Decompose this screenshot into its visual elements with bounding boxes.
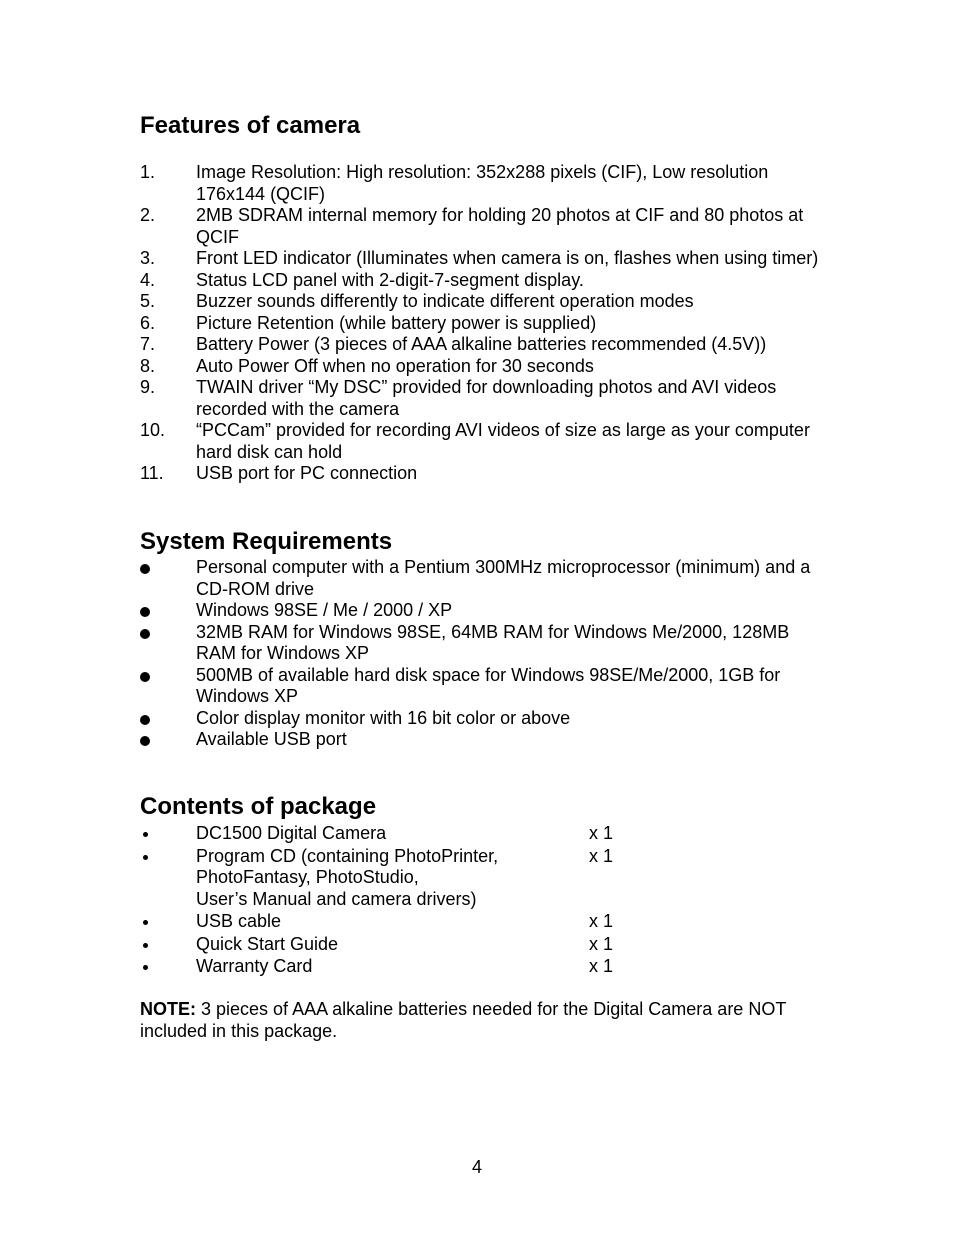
item-number: 7. <box>140 334 156 354</box>
item-number: 5. <box>140 291 156 311</box>
page-number: 4 <box>471 1157 482 1177</box>
bullet-icon <box>143 943 148 948</box>
item-text: Color display monitor with 16 bit color or above <box>196 707 571 728</box>
item-text: Front LED indicator (Illuminates when camera is on, flashes when using timer) <box>196 248 819 268</box>
item-text: Auto Power Off when no operation for 30 seconds <box>196 355 594 376</box>
item-number: 8. <box>140 355 156 376</box>
list-item <box>140 557 830 600</box>
item-text: USB port for PC connection <box>196 463 418 483</box>
list-item <box>140 334 830 356</box>
item-number: 3. <box>140 248 156 268</box>
requirements-heading: System Requirements <box>140 528 393 555</box>
list-item <box>140 823 830 845</box>
item-quantity: x 1 <box>589 823 614 843</box>
item-number: 2. <box>140 205 156 225</box>
item-text: TWAIN driver “My DSC” provided for downloading photos and AVI videos recorded with the camera <box>196 377 777 419</box>
item-line: PhotoFantasy, PhotoStudio, <box>196 867 419 887</box>
item-text: Windows 98SE / Me / 2000 / XP <box>196 600 453 620</box>
bullet-icon <box>143 855 148 860</box>
list-item <box>140 356 830 378</box>
list-item <box>140 911 830 933</box>
list-item <box>140 622 830 665</box>
item-name <box>196 911 589 933</box>
list-item <box>140 600 830 622</box>
bullet-icon <box>143 832 148 837</box>
item-line: Warranty Card <box>196 956 313 976</box>
bullet-icon <box>140 736 150 746</box>
item-text: Available USB port <box>196 729 347 749</box>
list-item <box>140 270 830 292</box>
list-item <box>140 162 830 205</box>
item-number: 1. <box>140 162 156 182</box>
item-line: Program CD (containing PhotoPrinter, <box>196 845 499 866</box>
list-item <box>140 934 830 956</box>
note-text: 3 pieces of AAA alkaline batteries needed for the Digital Camera are NOT included in this package. <box>140 999 786 1041</box>
item-text: 500MB of available hard disk space for Windows 98SE/Me/2000, 1GB for Windows XP <box>196 664 781 706</box>
requirements-list <box>140 557 830 751</box>
item-text: “PCCam” provided for recording AVI videos of size as large as your computer hard disk can hold <box>196 420 810 462</box>
list-item <box>140 665 830 708</box>
note-label: NOTE: <box>140 999 196 1019</box>
item-text: Personal computer with a Pentium 300MHz microprocessor (minimum) and a CD-ROM drive <box>196 557 811 599</box>
bullet-icon <box>140 672 150 682</box>
item-text: Status LCD panel with 2-digit-7-segment display. <box>196 269 584 290</box>
list-item <box>140 205 830 248</box>
bullet-icon <box>140 607 150 617</box>
item-quantity: x 1 <box>589 933 614 954</box>
bullet-icon <box>140 715 150 725</box>
item-quantity: x 1 <box>589 956 614 976</box>
item-quantity: x 1 <box>589 845 614 866</box>
list-item <box>140 248 830 270</box>
item-name <box>196 956 589 978</box>
list-item <box>140 708 830 730</box>
bullet-icon <box>140 564 150 574</box>
item-line: USB cable <box>196 911 282 931</box>
list-item <box>140 377 830 420</box>
list-item <box>140 956 830 978</box>
item-line: DC1500 Digital Camera <box>196 823 387 843</box>
bullet-icon <box>140 629 150 639</box>
features-list <box>140 162 830 485</box>
item-number: 10. <box>140 420 166 440</box>
package-list <box>140 823 830 979</box>
item-text: Picture Retention (while battery power is supplied) <box>196 312 597 333</box>
item-number: 11. <box>140 463 164 483</box>
item-name <box>196 823 589 845</box>
note-paragraph <box>140 999 820 1042</box>
item-name <box>196 934 589 956</box>
item-line: Quick Start Guide <box>196 933 339 954</box>
list-item <box>140 291 830 313</box>
bullet-icon <box>143 965 148 970</box>
features-heading: Features of camera <box>140 112 361 139</box>
item-text: Battery Power (3 pieces of AAA alkaline batteries recommended (4.5V)) <box>196 334 767 354</box>
list-item <box>140 729 830 751</box>
list-item <box>140 463 830 485</box>
bullet-icon <box>143 920 148 925</box>
list-item <box>140 313 830 335</box>
item-text: Buzzer sounds differently to indicate different operation modes <box>196 291 694 311</box>
package-heading: Contents of package <box>140 793 377 820</box>
item-number: 4. <box>140 269 156 290</box>
item-line: User’s Manual and camera drivers) <box>196 888 477 909</box>
item-text: 2MB SDRAM internal memory for holding 20 photos at CIF and 80 photos at QCIF <box>196 205 804 247</box>
item-text: 32MB RAM for Windows 98SE, 64MB RAM for Windows Me/2000, 128MB RAM for Windows XP <box>196 621 790 663</box>
list-item <box>140 846 830 911</box>
item-number: 6. <box>140 312 156 333</box>
item-text: Image Resolution: High resolution: 352x288 pixels (CIF), Low resolution 176x144 (QCIF) <box>196 162 769 204</box>
item-quantity: x 1 <box>589 911 614 931</box>
item-name <box>196 846 589 911</box>
item-number: 9. <box>140 377 156 397</box>
list-item <box>140 420 830 463</box>
